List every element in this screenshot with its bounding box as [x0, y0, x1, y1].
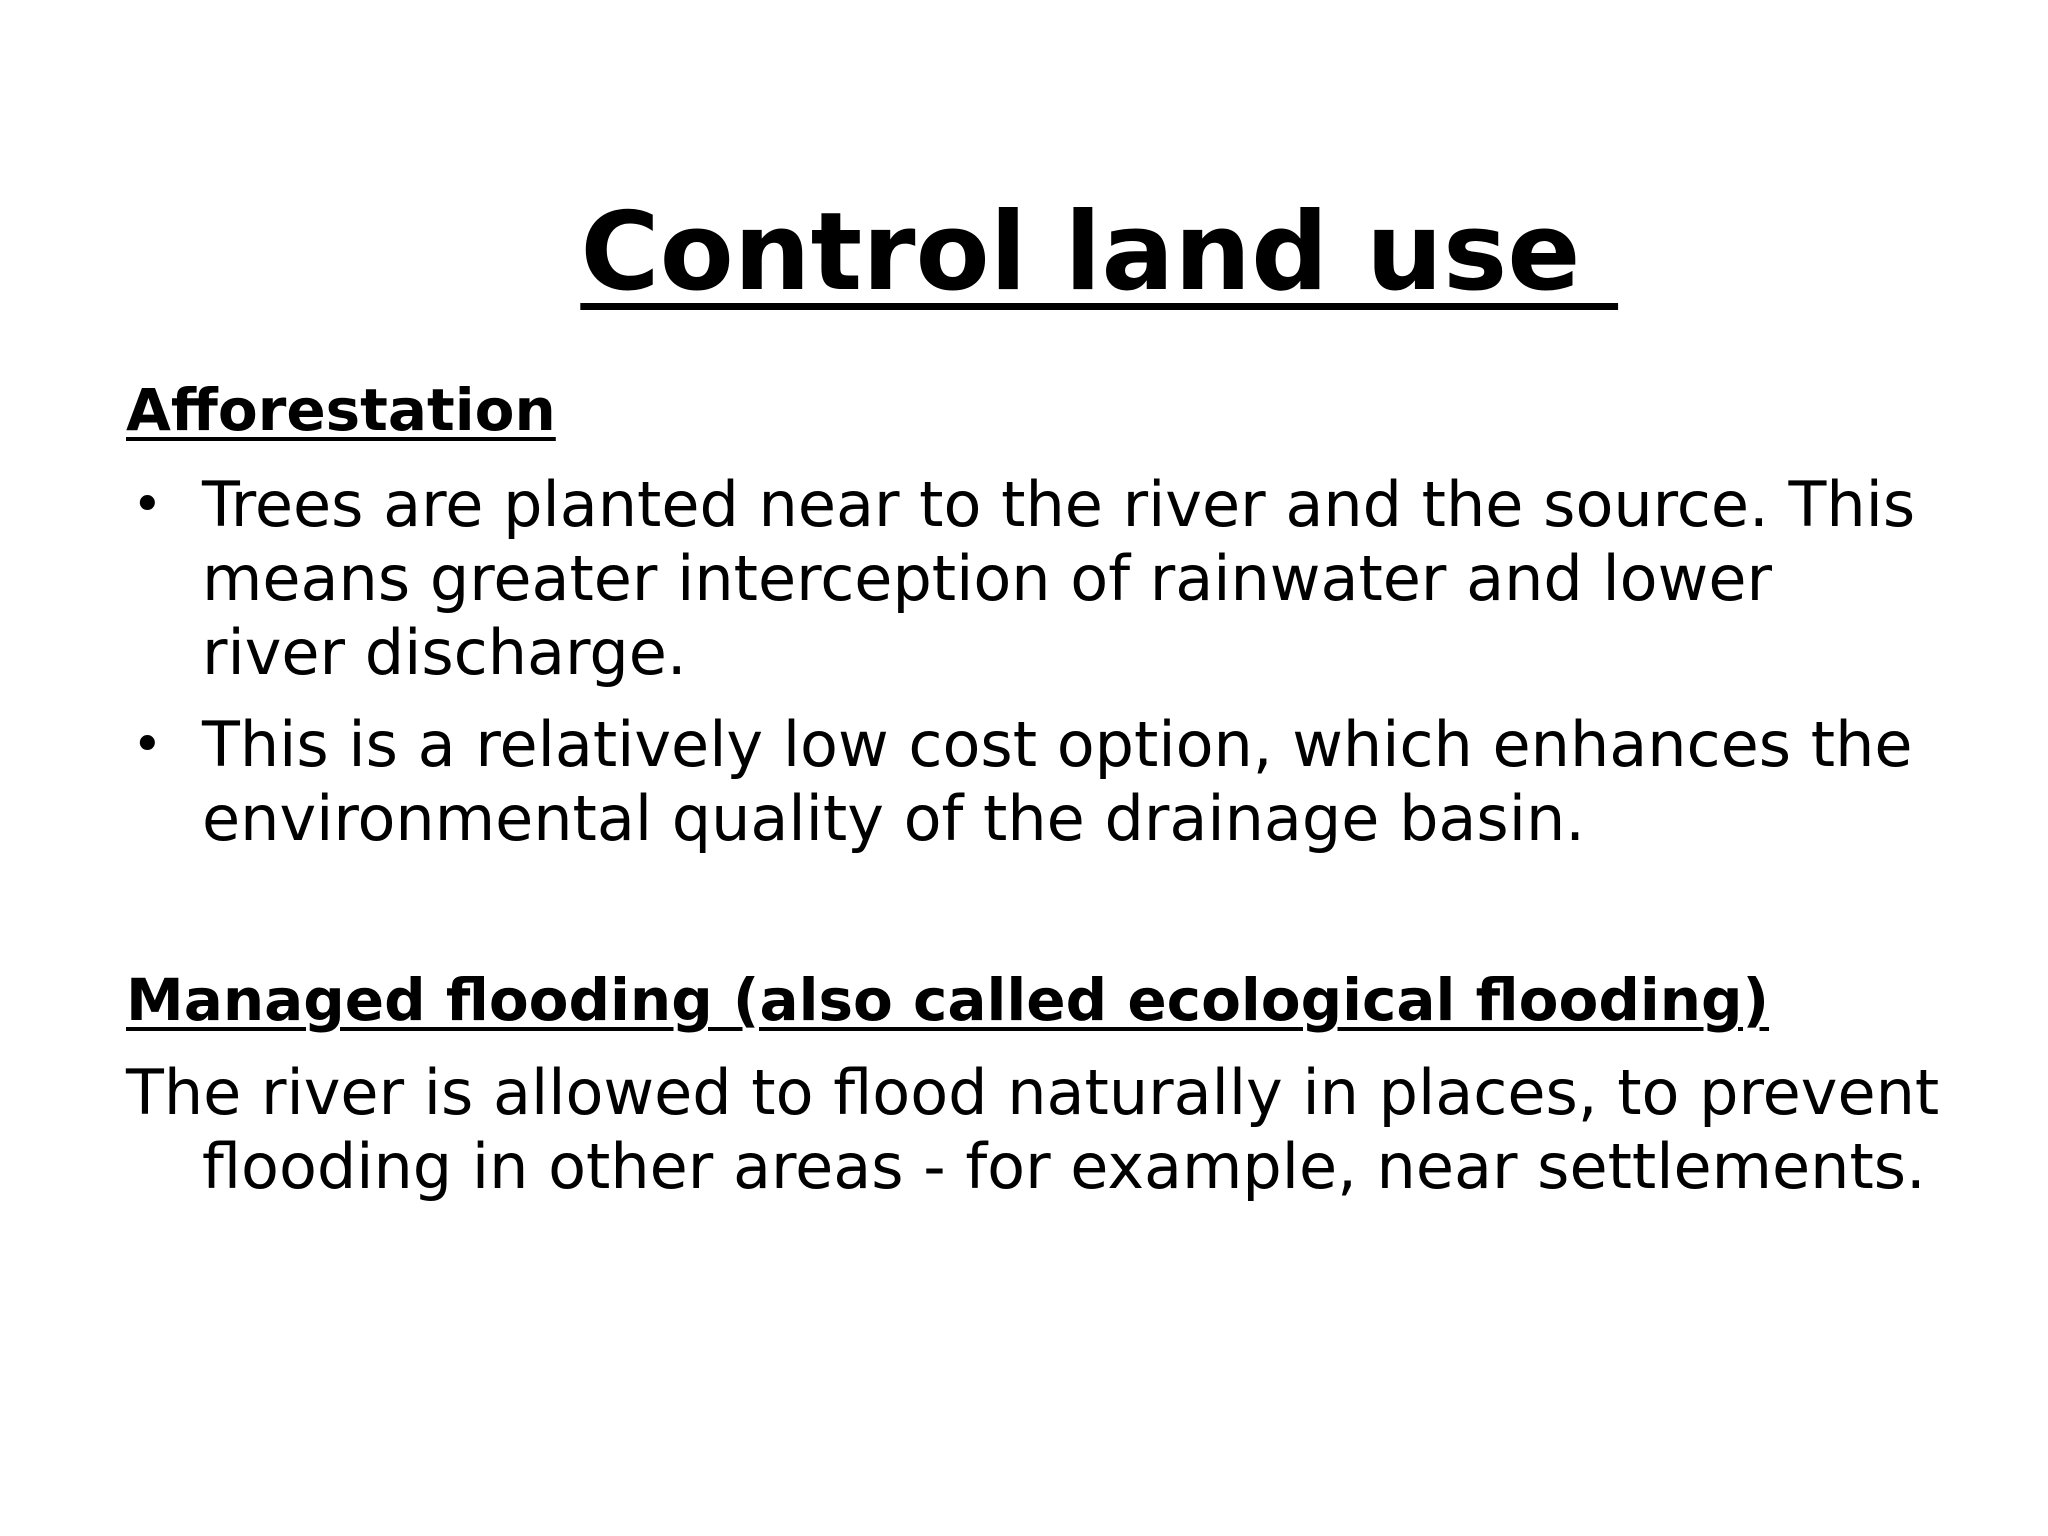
bullet-item: [126, 468, 1926, 690]
section-heading-afforestation: Afforestation: [126, 376, 556, 444]
afforestation-bullet-list: [126, 468, 1926, 874]
managed-flooding-paragraph: The river is allowed to flood naturally in places, to prevent flooding in other areas - for example, near settlements.: [126, 1056, 1940, 1203]
bullet-text: This is a relatively low cost option, which enhances the environmental quality of the drainage basin.: [202, 708, 1913, 855]
bullet-icon: •: [132, 475, 163, 535]
slide-title-text: Control land use: [580, 189, 1619, 315]
bullet-icon: •: [132, 715, 163, 775]
bullet-item: [126, 708, 1926, 856]
section-heading-managed-flooding: Managed flooding (also called ecological flooding): [126, 966, 1770, 1034]
bullet-text: Trees are planted near to the river and the source. This means greater interception of rainwater and lower river discharge.: [202, 468, 1916, 689]
